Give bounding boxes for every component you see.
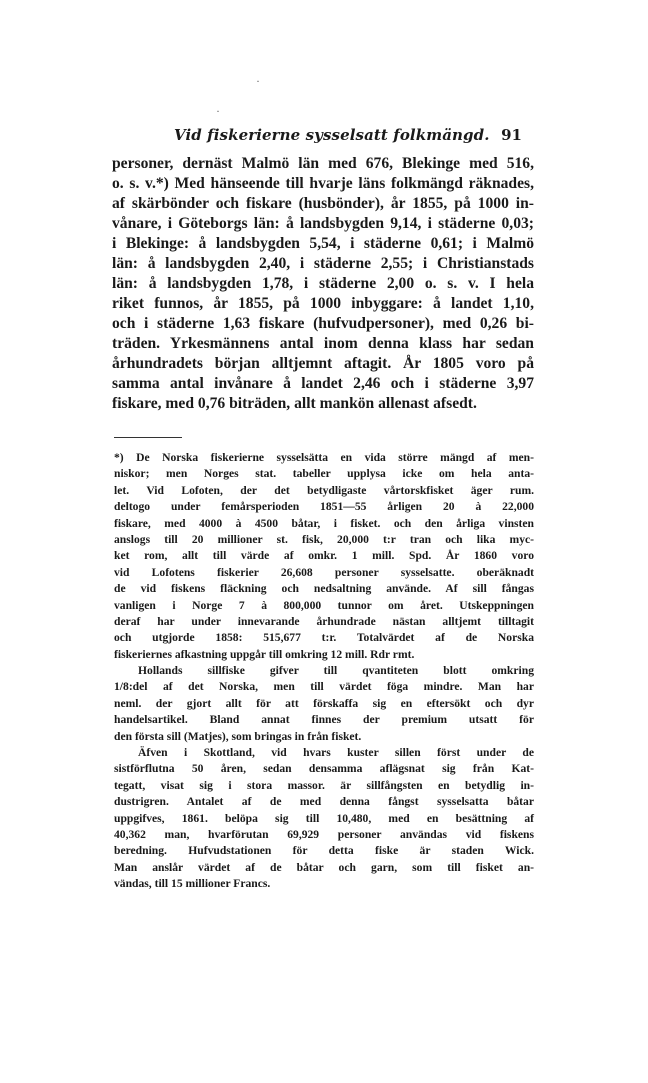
text-line: samma antal invånare å landet 2,46 och i städerne 3,97 bbox=[112, 375, 534, 392]
footnote-line: och utgjorde 1858: 515,677 t:r. Totalvärdet af de Norska bbox=[114, 631, 534, 645]
text-line: riket funnos, år 1855, på 1000 inbyggare: å landet 1,10, bbox=[112, 295, 534, 312]
footnotes bbox=[114, 450, 534, 893]
footnote-line: dustrigren. Antalet af de med denna fångst sysselsatta båtar bbox=[114, 795, 534, 809]
footnote-line: vid Lofotens fiskerier 26,608 personer sysselsatte. oberäknadt bbox=[114, 565, 534, 579]
footnote-line: ket rom, allt till värde af omkr. 1 mill. Spd. År 1860 voro bbox=[114, 549, 534, 563]
footnote-line: 1/8:del af det Norska, men till värdet föga mindre. Man har bbox=[114, 680, 534, 694]
footnote-line: *) De Norska fiskerierne sysselsätta en vida större mängd af men- bbox=[114, 451, 534, 464]
text-line: personer, dernäst Malmö län med 676, Blekinge med 516, bbox=[112, 155, 534, 172]
text-line: träden. Yrkesmännens antal inom denna klass har sedan bbox=[112, 335, 534, 352]
text-line: fiskare, med 0,76 biträden, allt mankön allenast afsedt. bbox=[112, 395, 477, 412]
footnote-line: 40,362 man, hvarförutan 69,929 personer användas vid fiskens bbox=[114, 827, 534, 841]
running-title: Vid fiskerierne sysselsatt folkmängd. bbox=[174, 126, 490, 144]
footnote-line: anslogs till 20 millioner st. fisk, 20,000 t:r tran och lika myc- bbox=[114, 532, 534, 546]
text-line: af skärbönder och fiskare (husbönder), år 1855, på 1000 in- bbox=[112, 195, 534, 212]
footnote-line: handelsartikel. Bland annat finnes der premium utsatt för bbox=[114, 713, 534, 727]
footnote-line: deraf har under innevarande århundrade nästan alltjemt tilltagit bbox=[114, 614, 534, 628]
main-text bbox=[112, 154, 534, 414]
footnote-line: den första sill (Matjes), som bringas in från fisket. bbox=[114, 729, 362, 743]
text-line: och i städerne 1,63 fiskare (hufvudpersoner), med 0,26 bi- bbox=[112, 315, 534, 332]
page-header bbox=[112, 126, 532, 150]
footnote-line: Hollands sillfiske gifver till qvantiteten blott omkring bbox=[138, 664, 534, 678]
footnote-line: let. Vid Lofoten, der det betydligaste vårtorskfisket äger rum. bbox=[114, 483, 534, 497]
footnote-line: Äfven i Skottland, vid hvars kuster sillen först under de bbox=[138, 746, 534, 760]
footnote-line: fiskeriernes afkastning uppgår till omkring 12 mill. Rdr rmt. bbox=[114, 647, 415, 661]
footnote-line: sistförflutna 50 åren, sedan densamma aflägsnat sig från Kat- bbox=[114, 762, 534, 776]
text-line: vånare, i Göteborgs län: å landsbygden 9,14, i städerne 0,03; bbox=[112, 215, 534, 232]
footnote-line: beredning. Hufvudstationen för detta fiske är staden Wick. bbox=[114, 844, 534, 858]
footnote-line: vändas, till 15 millioner Francs. bbox=[114, 877, 271, 891]
footnote-line: de vid fiskens fläckning och nedsaltning använde. Af sill fångas bbox=[114, 582, 534, 596]
footnote-line: fiskare, med 4000 à 4500 båtar, i fisket. och den årliga vinsten bbox=[114, 516, 534, 530]
footnote-paragraph bbox=[114, 663, 534, 745]
footnote-line: niskor; men Norges stat. tabeller upplysa icke om hela anta- bbox=[114, 467, 534, 481]
footnote-line: neml. der gjort allt för att förskaffa sig en eftersökt och dyr bbox=[114, 696, 534, 710]
print-speck: · bbox=[256, 74, 260, 88]
footnote-line: uppgifves, 1861. belöpa sig till 10,480, med en besättning af bbox=[114, 811, 534, 825]
text-line: o. s. v.*) Med hänseende till hvarje läns folkmängd räknades, bbox=[112, 175, 534, 192]
text-line: århundradets början alltjemnt aftagit. År 1805 voro på bbox=[112, 355, 534, 372]
text-line: län: å landsbygden 2,40, i städerne 2,55; i Christianstads bbox=[112, 255, 534, 272]
footnote-line: tegatt, visat sig i stora massor. är sillfångsten en betydlig in- bbox=[114, 778, 534, 792]
footnote-paragraph bbox=[114, 450, 534, 663]
text-line: län: å landsbygden 1,78, i städerne 2,00 o. s. v. I hela bbox=[112, 275, 534, 292]
page-number: 91 bbox=[501, 126, 522, 144]
footnote-divider bbox=[114, 437, 182, 438]
print-speck: · bbox=[216, 104, 220, 118]
footnote-paragraph bbox=[114, 745, 534, 893]
footnote-line: vanligen i Norge 7 à 800,000 tunnor om året. Utskeppningen bbox=[114, 598, 534, 612]
text-line: i Blekinge: å landsbygden 5,54, i städerne 0,61; i Malmö bbox=[112, 235, 534, 252]
footnote-line: deltogo under femårsperioden 1851—55 årligen 20 à 22,000 bbox=[114, 500, 534, 514]
footnote-line: Man anslår värdet af de båtar och garn, som till fisket an- bbox=[114, 860, 534, 874]
